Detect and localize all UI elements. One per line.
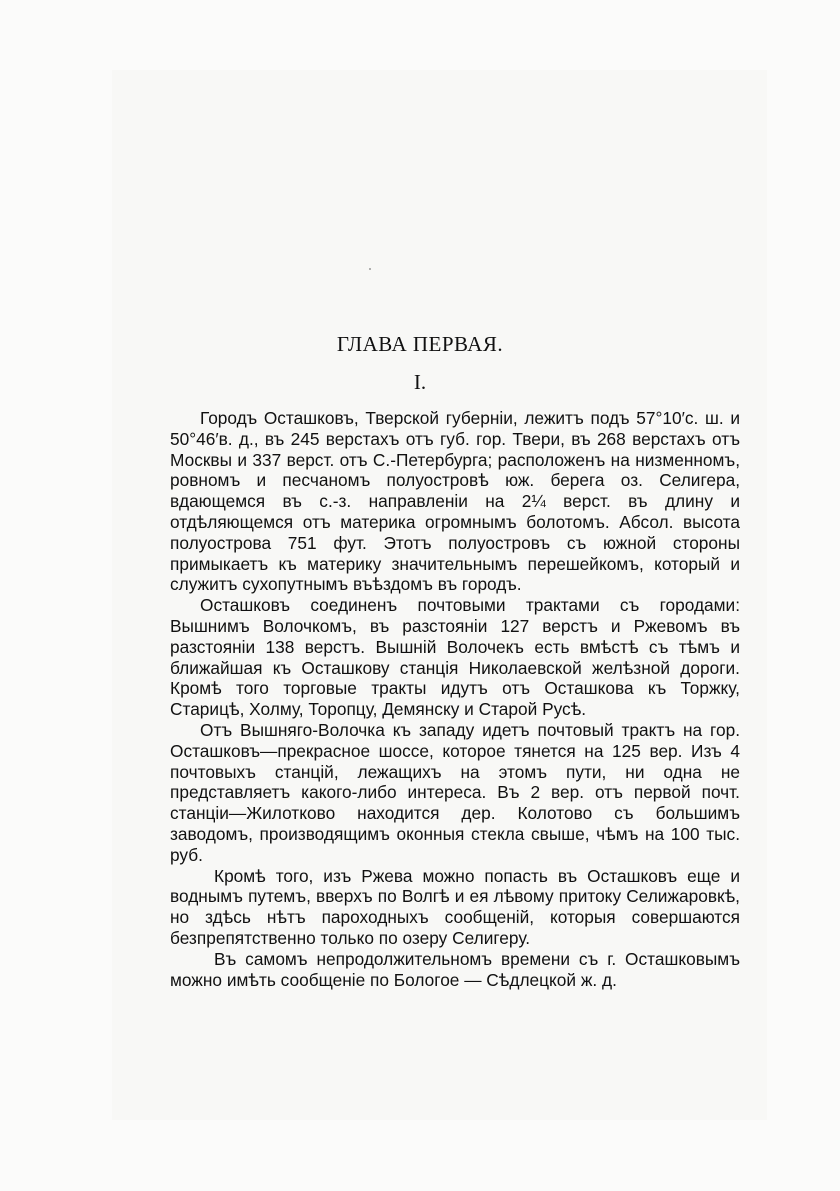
- paragraph-3: Отъ Вышняго-Волочка къ западу идетъ почтовый трактъ на гор. Осташковъ—прекрасное шоссе, которое тянется на 125 вер. Изъ 4 почтовыхъ станцій, лежащихъ на этомъ пути, ни одна не представляетъ какого-либо интереса. Въ 2 вер. отъ первой почт. станціи—Жилотково находится дер. Колотово съ большимъ заводомъ, производящимъ оконныя стекла свыше, чѣмъ на 100 тыс. руб.: [170, 719, 740, 865]
- chapter-title: ГЛАВА ПЕРВАЯ.: [336, 332, 504, 356]
- paragraph-1: Городъ Осташковъ, Тверской губерніи, лежитъ подъ 57°10′с. ш. и 50°46′в. д., въ 245 верстахъ отъ губ. гор. Твери, въ 268 верстахъ отъ Москвы и 337 верст. отъ С.-Петербурга; расположенъ на низменномъ, ровномъ и песчаномъ полуостровѣ юж. берега оз. Селигера, вдающемся въ с.-з. направленіи на 2¼ верст. въ длину и отдѣляющемся отъ материка огромнымъ болотомъ. Абсол. высота полуострова 751 фут. Этотъ полуостровъ съ южной стороны примыкаетъ къ материку значительнымъ перешейкомъ, который и служитъ сухопутнымъ въѣздомъ въ городъ.: [170, 408, 740, 595]
- paragraph-4: Кромѣ того, изъ Ржева можно попасть въ Осташковъ еще и воднымъ путемъ, вверхъ по Волгѣ и ея лѣвому притоку Селижаровкѣ, но здѣсь нѣтъ пароходныхъ сообщеній, которыя совершаются безпрепятственно только по озеру Селигеру.: [170, 865, 740, 948]
- paragraph-2: Осташковъ соединенъ почтовыми трактами съ городами: Вышнимъ Волочкомъ, въ разстояніи 127 верстъ и Ржевомъ въ разстояніи 138 верстъ. Вышній Волочекъ есть вмѣстѣ съ тѣмъ и ближайшая къ Осташкову станція Николаевской желѣзной дороги. Кромѣ того торговые тракты идутъ отъ Осташкова къ Торжку, Старицѣ, Холму, Торопцу, Демянску и Старой Русѣ.: [170, 595, 740, 720]
- scan-speck: [369, 268, 371, 270]
- paragraph-5: Въ самомъ непродолжительномъ времени съ г. Осташковымъ можно имѣть сообщеніе по Бологое — Сѣдлецкой ж. д.: [170, 948, 740, 990]
- section-number: I.: [413, 370, 427, 394]
- body-text: [170, 408, 740, 990]
